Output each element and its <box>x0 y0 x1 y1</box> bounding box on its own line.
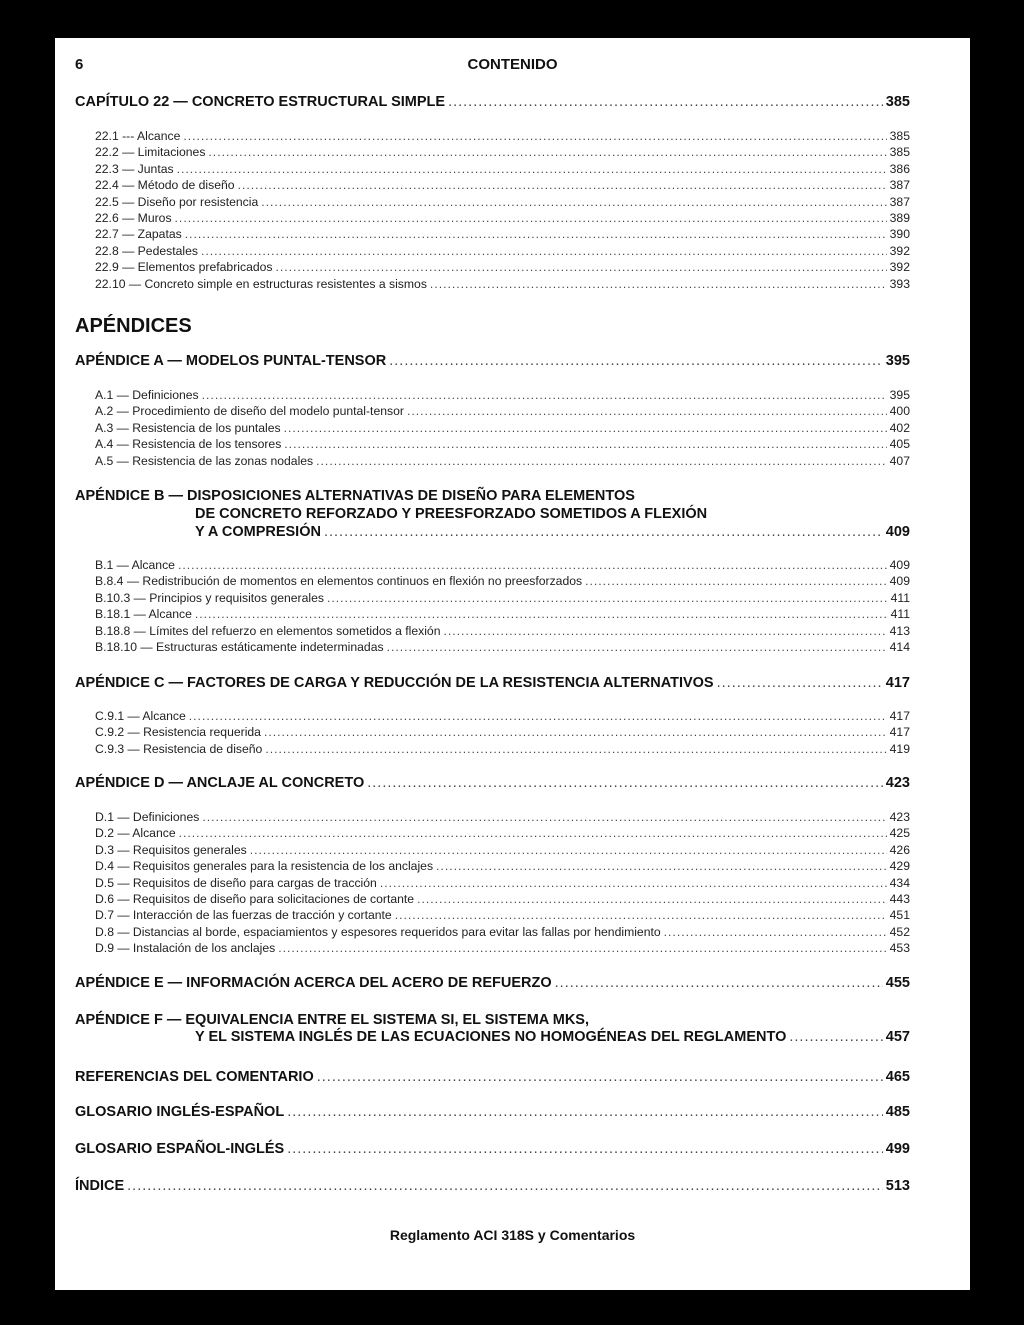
toc-page-number: 400 <box>889 404 910 419</box>
toc-page-number: 409 <box>889 574 910 589</box>
toc-page-number: 425 <box>889 826 910 841</box>
dot-leader <box>264 725 887 739</box>
toc-heading[interactable] <box>75 1069 910 1087</box>
dot-leader <box>555 975 883 991</box>
toc-page-number: 409 <box>889 558 910 572</box>
toc-entry[interactable] <box>95 709 910 725</box>
toc-page-number: 392 <box>889 260 910 275</box>
toc-entry-label: D.6 — Requisitos de diseño para solicitaciones de cortante <box>95 892 415 906</box>
toc-page-number: 395 <box>889 388 910 402</box>
page-footer: Reglamento ACI 318S y Comentarios <box>389 1227 636 1243</box>
toc-entry[interactable] <box>95 260 910 276</box>
dot-leader <box>179 826 887 840</box>
dot-leader <box>178 558 887 572</box>
toc-heading-label: GLOSARIO INGLÉS-ESPAÑOL <box>75 1104 285 1120</box>
dot-leader <box>284 437 886 451</box>
toc-heading-label: APÉNDICE D — ANCLAJE AL CONCRETO <box>75 775 365 791</box>
toc-entry[interactable] <box>95 558 910 574</box>
toc-entry[interactable] <box>95 591 910 607</box>
toc-heading-label: DE CONCRETO REFORZADO Y PREESFORZADO SOMETIDOS A FLEXIÓN <box>195 506 708 522</box>
toc-heading-label: Y A COMPRESIÓN <box>195 524 321 540</box>
toc-page-number: 386 <box>889 161 910 176</box>
toc-entry[interactable] <box>95 277 910 293</box>
toc-entry-label: B.10.3 — Principios y requisitos generales <box>95 590 324 605</box>
dot-leader <box>327 591 888 605</box>
toc-heading-label: CAPÍTULO 22 — CONCRETO ESTRUCTURAL SIMPLE <box>75 94 446 110</box>
toc-page-number: 452 <box>889 924 910 939</box>
toc-entry-label: D.2 — Alcance <box>95 826 176 841</box>
dot-leader <box>202 810 886 824</box>
toc-page-number: 387 <box>889 194 910 209</box>
toc-heading[interactable] <box>75 975 910 993</box>
toc-page-number: 457 <box>885 1029 910 1045</box>
toc-heading-label: APÉNDICE E — INFORMACIÓN ACERCA DEL ACERO DE REFUERZO <box>75 975 552 991</box>
dot-leader <box>436 859 887 873</box>
dot-leader <box>789 1029 882 1045</box>
page-title: CONTENIDO <box>467 56 558 73</box>
toc-entry-label: B.18.1 — Alcance <box>95 607 192 622</box>
toc-entry[interactable] <box>95 859 910 875</box>
dot-leader <box>265 742 886 756</box>
dot-leader <box>395 908 887 922</box>
toc-entry[interactable] <box>95 607 910 623</box>
toc-page-number: 411 <box>890 607 910 622</box>
dot-leader <box>261 195 886 209</box>
toc-page-number: 385 <box>889 129 910 143</box>
dot-leader <box>380 876 887 890</box>
toc-entry-label: D.9 — Instalación de los anclajes <box>95 941 276 956</box>
toc-heading-label: APÉNDICE F — EQUIVALENCIA ENTRE EL SISTEMA SI, EL SISTEMA MKS, <box>75 1012 589 1028</box>
toc-page-number: 414 <box>889 640 910 654</box>
dot-leader <box>317 1069 883 1085</box>
toc-page-number: 453 <box>889 941 910 956</box>
toc-entry[interactable] <box>95 876 910 892</box>
toc-entry-label: B.1 — Alcance <box>95 558 175 572</box>
toc-entry-label: C.9.2 — Resistencia requerida <box>95 725 261 740</box>
toc-page-number: 485 <box>885 1104 910 1120</box>
toc-page-number: 417 <box>889 725 910 740</box>
appendices-heading: APÉNDICES <box>75 315 192 337</box>
toc-entry[interactable] <box>95 211 910 227</box>
dot-leader <box>287 1104 883 1120</box>
toc-heading[interactable] <box>195 506 910 524</box>
toc-page-number: 395 <box>885 353 910 369</box>
toc-heading-label: REFERENCIAS DEL COMENTARIO <box>75 1069 314 1085</box>
toc-page-number: 417 <box>889 709 910 723</box>
toc-entry-label: A.5 — Resistencia de las zonas nodales <box>95 453 314 468</box>
toc-page-number: 423 <box>889 810 910 824</box>
toc-entry[interactable] <box>95 195 910 211</box>
toc-page-number: 499 <box>885 1141 910 1157</box>
dot-leader <box>417 892 887 906</box>
toc-entry[interactable] <box>95 725 910 741</box>
dot-leader <box>444 624 887 638</box>
toc-heading[interactable] <box>75 1178 910 1196</box>
dot-leader <box>430 277 887 291</box>
toc-entry-label: 22.9 — Elementos prefabricados <box>95 260 273 275</box>
toc-page-number: 407 <box>889 453 910 468</box>
toc-page-number: 390 <box>889 227 910 242</box>
toc-page-number: 419 <box>889 741 910 756</box>
toc-entry[interactable] <box>95 421 910 437</box>
toc-entry[interactable] <box>95 454 910 470</box>
toc-heading-label: ÍNDICE <box>75 1178 125 1194</box>
dot-leader <box>278 941 886 955</box>
toc-entry-label: A.3 — Resistencia de los puntales <box>95 420 281 435</box>
toc-entry[interactable] <box>95 388 910 404</box>
dot-leader <box>664 925 887 939</box>
toc-entry-label: 22.10 — Concreto simple en estructuras resistentes a sismos <box>95 276 427 291</box>
toc-entry-label: D.5 — Requisitos de diseño para cargas de tracción <box>95 875 377 890</box>
toc-entry-label: 22.6 — Muros <box>95 211 172 225</box>
toc-heading-label: GLOSARIO ESPAÑOL-INGLÉS <box>75 1141 285 1157</box>
dot-leader <box>202 388 887 402</box>
toc-entry[interactable] <box>95 925 910 941</box>
toc-entry[interactable] <box>95 437 910 453</box>
toc-page-number: 402 <box>889 420 910 435</box>
dot-leader <box>195 607 888 621</box>
toc-heading[interactable] <box>75 775 910 793</box>
toc-heading[interactable] <box>75 675 910 693</box>
toc-heading-label: APÉNDICE C — FACTORES DE CARGA Y REDUCCIÓN DE LA RESISTENCIA ALTERNATIVOS <box>75 675 714 691</box>
toc-page-number: 423 <box>885 775 910 791</box>
toc-heading-label: Y EL SISTEMA INGLÉS DE LAS ECUACIONES NO HOMOGÉNEAS DEL REGLAMENTO <box>195 1029 787 1045</box>
toc-entry-label: D.4 — Requisitos generales para la resistencia de los anclajes <box>95 859 434 874</box>
toc-entry-label: 22.1 --- Alcance <box>95 129 181 143</box>
toc-page-number: 465 <box>885 1069 910 1085</box>
toc-page-number: 409 <box>885 524 910 540</box>
toc-page-number: 389 <box>889 211 910 225</box>
toc-entry[interactable] <box>95 574 910 590</box>
dot-leader <box>238 178 887 192</box>
toc-page-number: 455 <box>885 975 910 991</box>
toc-page-number: 413 <box>889 623 910 638</box>
toc-entry-label: B.8.4 — Redistribución de momentos en elementos continuos en flexión no preesforzados <box>95 574 583 589</box>
toc-entry[interactable] <box>95 129 910 145</box>
toc-heading[interactable] <box>75 1104 910 1122</box>
toc-entry[interactable] <box>95 908 910 924</box>
dot-leader <box>585 574 887 588</box>
toc-entry-label: A.2 — Procedimiento de diseño del modelo puntal-tensor <box>95 404 404 419</box>
dot-leader <box>324 524 883 540</box>
toc-heading[interactable] <box>75 1141 910 1159</box>
toc-entry-label: B.18.10 — Estructuras estáticamente indeterminadas <box>95 640 384 654</box>
toc-heading[interactable] <box>75 1012 910 1030</box>
dot-leader <box>367 775 883 791</box>
dot-leader <box>189 709 887 723</box>
toc-entry[interactable] <box>95 892 910 908</box>
toc-page-number: 513 <box>885 1178 910 1194</box>
dot-leader <box>185 227 887 241</box>
toc-entry[interactable] <box>95 178 910 194</box>
dot-leader <box>389 353 883 369</box>
toc-heading[interactable] <box>75 353 910 371</box>
toc-entry-label: 22.8 — Pedestales <box>95 243 198 258</box>
dot-leader <box>448 94 883 110</box>
toc-page-number: 385 <box>885 94 910 110</box>
toc-entry-label: A.4 — Resistencia de los tensores <box>95 437 282 452</box>
dot-leader <box>316 454 887 468</box>
toc-heading-label: APÉNDICE B — DISPOSICIONES ALTERNATIVAS DE DISEÑO PARA ELEMENTOS <box>75 488 635 504</box>
toc-page-number: 392 <box>889 243 910 258</box>
toc-entry[interactable] <box>95 941 910 957</box>
toc-entry-label: C.9.3 — Resistencia de diseño <box>95 741 263 756</box>
toc-entry-label: D.1 — Definiciones <box>95 810 200 824</box>
toc-page-number: 429 <box>889 859 910 874</box>
toc-entry-label: B.18.8 — Límites del refuerzo en elementos sometidos a flexión <box>95 623 441 638</box>
toc-page-number: 393 <box>889 276 910 291</box>
toc-entry-label: 22.3 — Juntas <box>95 161 174 176</box>
toc-page-number: 434 <box>889 875 910 890</box>
dot-leader <box>175 211 887 225</box>
dot-leader <box>177 162 887 176</box>
toc-page-number: 387 <box>889 178 910 193</box>
toc-page-number: 411 <box>890 590 910 605</box>
toc-page-number: 385 <box>889 145 910 160</box>
dot-leader <box>201 244 887 258</box>
toc-entry-label: C.9.1 — Alcance <box>95 709 186 723</box>
toc-entry[interactable] <box>95 640 910 656</box>
toc-entry-label: 22.2 — Limitaciones <box>95 145 206 160</box>
toc-entry-label: D.7 — Interacción de las fuerzas de tracción y cortante <box>95 908 392 923</box>
toc-entry[interactable] <box>95 227 910 243</box>
toc-entry-label: 22.4 — Método de diseño <box>95 178 235 193</box>
dot-leader <box>250 843 887 857</box>
toc-page-number: 426 <box>889 842 910 857</box>
toc-entry-label: 22.5 — Diseño por resistencia <box>95 194 259 209</box>
dot-leader <box>717 675 883 691</box>
dot-leader <box>276 260 887 274</box>
dot-leader <box>183 129 886 143</box>
toc-entry-label: A.1 — Definiciones <box>95 388 199 402</box>
dot-leader <box>127 1178 883 1194</box>
toc-entry[interactable] <box>95 742 910 758</box>
toc-page-number: 443 <box>889 892 910 906</box>
toc-entry[interactable] <box>95 244 910 260</box>
toc-entry[interactable] <box>95 162 910 178</box>
toc-heading[interactable] <box>75 94 910 112</box>
toc-page-number: 451 <box>889 908 910 923</box>
toc-page-number: 417 <box>885 675 910 691</box>
toc-page-number: 405 <box>889 437 910 452</box>
toc-entry[interactable] <box>95 404 910 420</box>
page-number: 6 <box>75 56 84 73</box>
toc-heading[interactable] <box>75 488 910 506</box>
toc-heading[interactable] <box>195 524 910 542</box>
document-page <box>55 38 970 1290</box>
dot-leader <box>387 640 887 654</box>
toc-heading[interactable] <box>195 1029 910 1047</box>
toc-heading-label: APÉNDICE A — MODELOS PUNTAL-TENSOR <box>75 353 387 369</box>
dot-leader <box>407 404 887 418</box>
toc-entry[interactable] <box>95 843 910 859</box>
toc-entry-label: 22.7 — Zapatas <box>95 227 182 242</box>
toc-entry[interactable] <box>95 624 910 640</box>
toc-entry-label: D.8 — Distancias al borde, espaciamientos y espesores requeridos para evitar las fallas por hendimiento <box>95 924 661 939</box>
dot-leader <box>287 1141 883 1157</box>
toc-entry[interactable] <box>95 810 910 826</box>
toc-entry-label: D.3 — Requisitos generales <box>95 842 247 857</box>
toc-entry[interactable] <box>95 145 910 161</box>
dot-leader <box>208 145 886 159</box>
toc-entry[interactable] <box>95 826 910 842</box>
dot-leader <box>284 421 887 435</box>
